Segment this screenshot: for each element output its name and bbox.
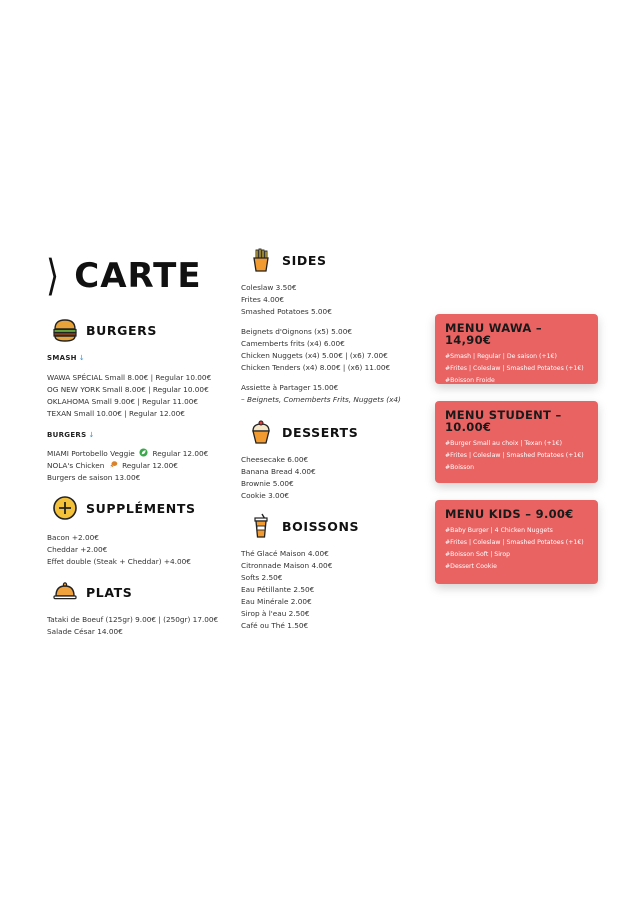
list-item: Café ou Thé 1.50€: [241, 621, 309, 630]
list-item: TEXAN Small 10.00€ | Regular 12.00€: [47, 409, 185, 418]
sides-list-2: [241, 326, 390, 374]
plats-header: [52, 578, 132, 606]
chevron-right-icon: ⟩: [46, 251, 61, 301]
supplements-header: [52, 494, 196, 522]
list-item: Cheddar +2.00€: [47, 545, 108, 554]
menu-card-title: MENU KIDS – 9.00€: [445, 507, 574, 521]
list-item: Sirop à l'eau 2.50€: [241, 609, 310, 618]
menu-card-kids: [435, 500, 598, 584]
smash-label: SMASH ↓: [47, 354, 85, 362]
menu-card-title: MENU WAWA – 14,90€: [445, 321, 542, 347]
list-item: OG NEW YORK Small 8.00€ | Regular 10.00€: [47, 385, 209, 394]
burgers-title: BURGERS: [86, 322, 157, 338]
list-item: Effet double (Steak + Cheddar) +4.00€: [47, 557, 191, 566]
list-item: Assiette à Partager 15.00€: [241, 383, 339, 392]
list-item: Banana Bread 4.00€: [241, 467, 316, 476]
list-item: Chicken Tenders (x4) 8.00€ | (x6) 11.00€: [241, 363, 391, 372]
arrow-down-icon: ↓: [88, 431, 95, 439]
list-item: Burgers de saison 13.00€: [47, 473, 141, 482]
list-item: Salade César 14.00€: [47, 627, 123, 636]
menu-card-line: #Baby Burger | 4 Chicken Nuggets: [445, 527, 553, 534]
list-item: Coleslaw 3.50€: [241, 283, 297, 292]
list-item: Chicken Nuggets (x4) 5.00€ | (x6) 7.00€: [241, 351, 388, 360]
desserts-list: [241, 454, 316, 502]
list-item: NOLA's Chicken Regular 12.00€: [47, 461, 178, 470]
list-item: Bacon +2.00€: [47, 533, 99, 542]
list-item: Beignets d'Oignons (x5) 5.00€: [241, 327, 352, 336]
leaf-icon: [139, 448, 148, 457]
burgers-header: [52, 316, 157, 344]
sides-header: [248, 246, 327, 274]
list-item: Camemberts frits (x4) 6.00€: [241, 339, 345, 348]
list-item: OKLAHOMA Small 9.00€ | Regular 11.00€: [47, 397, 199, 406]
drink-cup-icon: [248, 513, 274, 539]
boissons-header: [248, 512, 359, 540]
desserts-header: [248, 418, 358, 446]
list-item: WAWA SPÉCIAL Small 8.00€ | Regular 10.00€: [47, 373, 212, 382]
supplements-list: [47, 532, 191, 568]
desserts-title: DESSERTS: [282, 424, 359, 440]
burgers-list: [47, 448, 208, 484]
sides-list-1: [241, 282, 332, 318]
list-item: Eau Minérale 2.00€: [241, 597, 312, 606]
page-title-text: CARTE: [74, 256, 202, 296]
menu-card-line: #Smash | Regular | De saison (+1€): [445, 353, 557, 360]
cupcake-icon: [248, 419, 274, 445]
menu-card-student: [435, 401, 598, 483]
boissons-list: [241, 548, 332, 632]
plats-list: [47, 614, 218, 638]
list-item: Thé Glacé Maison 4.00€: [241, 549, 329, 558]
menu-card-line: #Frites | Coleslaw | Smashed Potatoes (+1€): [445, 365, 584, 372]
burgers-sub-label: BURGERS ↓: [47, 431, 95, 439]
menu-card-line: #Frites | Coleslaw | Smashed Potatoes (+1€): [445, 539, 584, 546]
menu-card-wawa: [435, 314, 598, 384]
list-item: Softs 2.50€: [241, 573, 283, 582]
sides-title: SIDES: [282, 252, 327, 268]
sides-list-3: [241, 382, 401, 406]
list-item: Cheesecake 6.00€: [241, 455, 309, 464]
menu-card-line: #Boisson Soft | Sirop: [445, 551, 511, 558]
list-item: Smashed Potatoes 5.00€: [241, 307, 332, 316]
plats-title: PLATS: [86, 584, 133, 600]
menu-card-line: #Boisson: [445, 464, 475, 471]
menu-card-line: #Boisson Froide: [445, 377, 495, 384]
list-item: Brownie 5.00€: [241, 479, 294, 488]
plus-circle-icon: [52, 495, 78, 521]
list-item: Tataki de Boeuf (125gr) 9.00€ | (250gr) 17.00€: [47, 615, 219, 624]
boissons-title: BOISSONS: [282, 518, 360, 534]
menu-card-line: #Burger Small au choix | Texan (+1€): [445, 440, 563, 447]
page-title: [46, 251, 202, 301]
menu-card-line: #Frites | Coleslaw | Smashed Potatoes (+1€): [445, 452, 584, 459]
list-item: Citronnade Maison 4.00€: [241, 561, 333, 570]
list-item-note: – Beignets, Comemberts Frits, Nuggets (x4): [241, 395, 401, 404]
list-item: Frites 4.00€: [241, 295, 285, 304]
list-item: MIAMI Portobello Veggie Regular 12.00€: [47, 449, 209, 458]
list-item: Eau Pétillante 2.50€: [241, 585, 315, 594]
list-item: Cookie 3.00€: [241, 491, 289, 500]
cloche-icon: [52, 579, 78, 605]
burger-icon: [52, 317, 78, 343]
arrow-down-icon: ↓: [78, 354, 85, 362]
smash-list: [47, 372, 211, 420]
fries-icon: [248, 247, 274, 273]
menu-card-line: #Dessert Cookie: [445, 563, 497, 570]
supplements-title: SUPPLÉMENTS: [86, 500, 196, 516]
chicken-leg-icon: [109, 460, 118, 469]
menu-card-title: MENU STUDENT – 10.00€: [445, 408, 562, 434]
